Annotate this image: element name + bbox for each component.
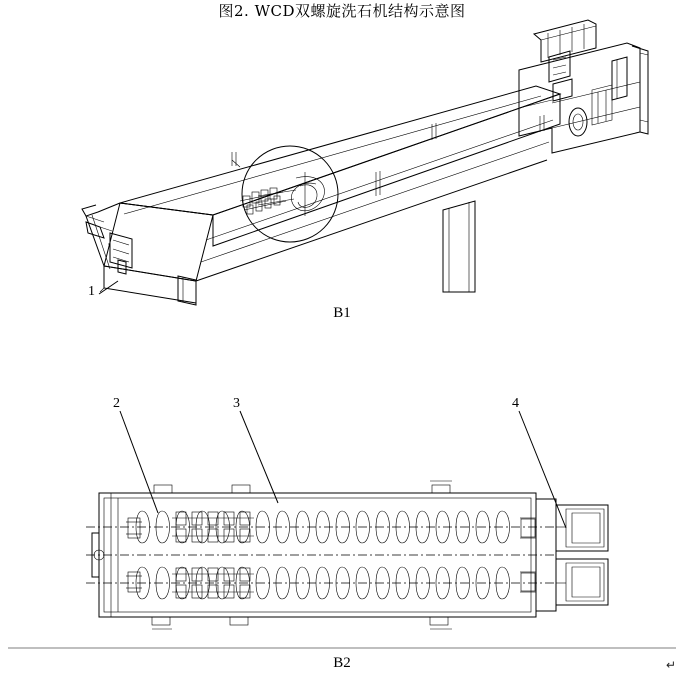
callout-label-2: 2 <box>113 396 120 411</box>
paragraph-mark: ↵ <box>665 658 676 672</box>
view-label-b2: B2 <box>333 655 351 671</box>
callout-label-1: 1 <box>88 284 95 299</box>
figure-title: 图2. WCD双螺旋洗石机结构示意图 <box>218 2 466 20</box>
view-label-b1: B1 <box>333 305 351 321</box>
view-b2 <box>86 411 608 629</box>
callout-label-3: 3 <box>233 396 240 411</box>
view-b1 <box>82 20 648 305</box>
callout-label-4: 4 <box>512 396 519 411</box>
